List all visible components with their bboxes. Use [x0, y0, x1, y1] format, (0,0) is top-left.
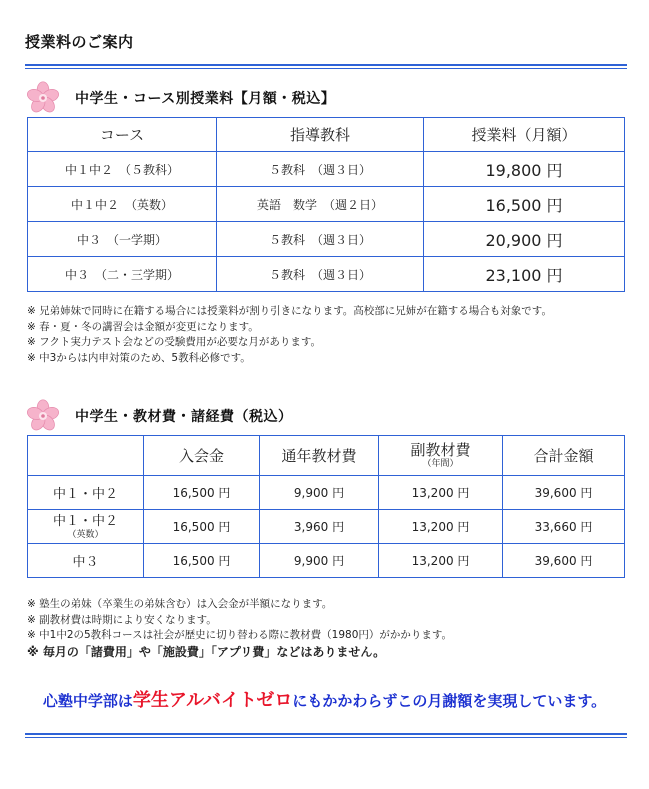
subjects-cell: ５教科 （週３日） — [217, 152, 424, 187]
column-header-label: 副教材費 — [410, 440, 471, 459]
column-header — [379, 436, 503, 476]
note: ※ 中3からは内申対策のため、5教科必修です。 — [27, 351, 251, 364]
annual-material-cell: 9,900 円 — [260, 544, 379, 578]
course-cell: 中３ （二・三学期） — [28, 257, 217, 292]
table-header-row — [28, 436, 625, 476]
materials-section-header — [25, 398, 293, 434]
total-cell: 33,660 円 — [503, 510, 625, 544]
fee-cell: 19,800 円 — [424, 152, 625, 187]
supplementary-material-cell: 13,200 円 — [379, 476, 503, 510]
note: ※ 中1中2の5教科コースは社会が歴史に切り替わる際に教材費（1980円）がかかります。 — [27, 629, 453, 641]
table-row — [28, 257, 625, 292]
bottom-divider — [25, 733, 627, 738]
column-header-sub: （年間） — [422, 458, 459, 469]
table-row — [28, 544, 625, 578]
note: ※ 兄弟姉妹で同時に在籍する場合には授業料が割り引きになります。高校部に兄姉が在籍する場合も対象です。 — [27, 305, 552, 317]
closing-highlight: 学生アルバイトゼロ — [132, 690, 293, 711]
column-header — [28, 436, 144, 476]
bold-note: ※ 毎月の「諸費用」や「施設費」「アプリ費」などはありません。 — [27, 644, 386, 659]
subjects-cell: 英語 数学 （週２日） — [217, 187, 424, 222]
table-row — [28, 222, 625, 257]
table-row — [28, 510, 625, 544]
grade-cell: 中１・中２ — [28, 476, 144, 510]
tuition-section-title: 中学生・コース別授業料【月額・税込】 — [75, 91, 336, 107]
fee-cell: 16,500 円 — [424, 187, 625, 222]
supplementary-material-cell: 13,200 円 — [379, 544, 503, 578]
closing-text-end: にもかかわらずこの月謝額を実現しています。 — [292, 692, 607, 710]
total-cell: 39,600 円 — [503, 476, 625, 510]
column-header: コース — [28, 118, 217, 152]
grade-cell — [28, 510, 144, 544]
sakura-flower-icon — [25, 80, 61, 116]
grade-sub: （英数） — [67, 529, 104, 540]
note: ※ フクト実力テスト会などの受験費用が必要な月があります。 — [27, 336, 322, 348]
column-header: 通年教材費 — [260, 436, 379, 476]
materials-notes — [27, 597, 452, 660]
column-header: 指導教科 — [217, 118, 424, 152]
grade-label: 中１・中２ — [52, 513, 118, 529]
enrollment-fee-cell: 16,500 円 — [144, 510, 260, 544]
table-row — [28, 187, 625, 222]
page-title: 授業料のご案内 — [25, 33, 134, 51]
course-cell: 中１中２ （英数） — [28, 187, 217, 222]
total-cell: 39,600 円 — [503, 544, 625, 578]
closing-text-start: 心塾中学部は — [42, 692, 133, 710]
top-divider — [25, 64, 627, 69]
table-row — [28, 152, 625, 187]
subjects-cell: ５教科 （週３日） — [217, 257, 424, 292]
column-header: 合計金額 — [503, 436, 625, 476]
note: ※ 副教材費は時期により安くなります。 — [27, 613, 217, 626]
grade-cell: 中３ — [28, 544, 144, 578]
tuition-table — [27, 117, 625, 292]
materials-table — [27, 435, 625, 578]
supplementary-material-cell: 13,200 円 — [379, 510, 503, 544]
tuition-section-header — [25, 80, 335, 116]
fee-cell: 20,900 円 — [424, 222, 625, 257]
annual-material-cell: 3,960 円 — [260, 510, 379, 544]
note: ※ 春・夏・冬の講習会は金額が変更になります。 — [27, 320, 259, 333]
note: ※ 塾生の弟妹（卒業生の弟妹含む）は入会金が半額になります。 — [27, 598, 333, 610]
subjects-cell: ５教科 （週３日） — [217, 222, 424, 257]
tuition-notes — [27, 304, 552, 366]
materials-section-title: 中学生・教材費・諸経費（税込） — [75, 409, 293, 425]
enrollment-fee-cell: 16,500 円 — [144, 544, 260, 578]
column-header: 授業料（月額） — [424, 118, 625, 152]
course-cell: 中３ （一学期） — [28, 222, 217, 257]
column-header: 入会金 — [144, 436, 260, 476]
sakura-flower-icon — [25, 398, 61, 434]
fee-cell: 23,100 円 — [424, 257, 625, 292]
course-cell: 中１中２ （５教科） — [28, 152, 217, 187]
table-row — [28, 476, 625, 510]
enrollment-fee-cell: 16,500 円 — [144, 476, 260, 510]
table-header-row — [28, 118, 625, 152]
annual-material-cell: 9,900 円 — [260, 476, 379, 510]
closing-message — [0, 686, 649, 712]
